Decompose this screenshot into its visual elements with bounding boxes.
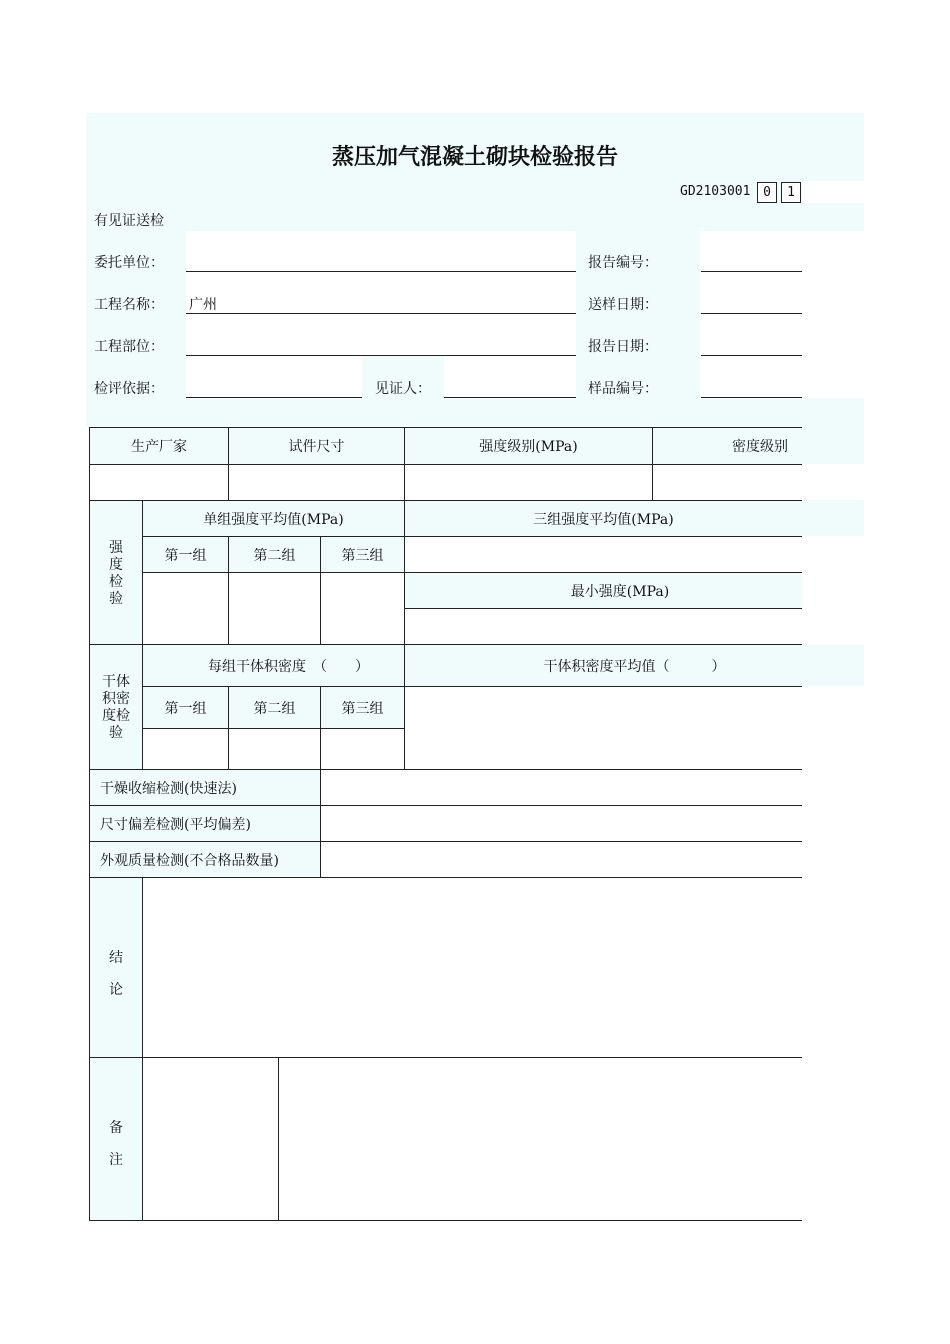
witness-submission-label: 有见证送检	[94, 213, 164, 229]
strength-group-2: 第二组	[253, 547, 296, 564]
table-border	[142, 877, 143, 1221]
witness-field[interactable]	[444, 397, 576, 398]
table-border	[142, 572, 405, 573]
strength-group-1: 第一组	[164, 547, 207, 564]
size-deviation-label: 尺寸偏差检测(平均偏差)	[100, 816, 251, 833]
data-cell	[90, 464, 802, 500]
data-cell	[321, 770, 802, 877]
col-header-strength-grade: 强度级别(MPa)	[479, 439, 578, 455]
entrust-unit-field[interactable]	[186, 271, 576, 272]
drying-shrinkage-label: 干燥收缩检测(快速法)	[100, 780, 237, 797]
data-cell	[142, 878, 802, 1220]
sample-no-label: 样品编号：	[588, 381, 658, 397]
sample-no-field[interactable]	[701, 397, 802, 398]
data-cell	[405, 686, 802, 769]
sample-date-field[interactable]	[701, 313, 802, 314]
basis-field[interactable]	[186, 397, 362, 398]
report-date-field[interactable]	[701, 355, 802, 356]
density-group-1: 第一组	[164, 700, 207, 717]
input-area	[700, 231, 802, 398]
density-group-3: 第三组	[341, 700, 384, 717]
code-box: 0	[757, 182, 777, 203]
data-cell	[142, 728, 404, 769]
project-name-label: 工程名称：	[94, 297, 164, 313]
form-background-right	[802, 500, 864, 536]
project-part-label: 工程部位：	[94, 339, 164, 355]
table-border	[652, 427, 653, 500]
basis-label: 检评依据：	[94, 381, 164, 397]
form-background-right	[802, 398, 864, 464]
table-border	[278, 1057, 279, 1221]
project-name-value: 广州	[189, 297, 217, 313]
project-name-field[interactable]	[186, 313, 576, 314]
data-cell	[405, 536, 802, 572]
table-border	[89, 1220, 802, 1221]
report-date-label: 报告日期：	[588, 339, 658, 355]
entrust-unit-label: 委托单位：	[94, 255, 164, 271]
remarks-label: 备注	[109, 1120, 123, 1168]
table-border	[89, 877, 802, 878]
col-header-size: 试件尺寸	[288, 439, 345, 455]
project-part-field[interactable]	[186, 355, 576, 356]
form-code: GD2103001	[680, 184, 751, 199]
witness-label: 见证人：	[375, 381, 431, 397]
table-border	[89, 1057, 802, 1058]
appearance-quality-label: 外观质量检测(不合格品数量)	[100, 852, 279, 869]
data-cell	[405, 608, 802, 644]
report-no-field[interactable]	[701, 271, 802, 272]
table-border	[142, 728, 405, 729]
report-no-label: 报告编号：	[588, 255, 658, 271]
code-box: 1	[781, 182, 801, 203]
col-header-manufacturer: 生产厂家	[131, 439, 187, 455]
strength-test-side-label: 强度检验	[109, 540, 123, 607]
group-strength-avg-header: 单组强度平均值(MPa)	[203, 511, 344, 528]
form-background-right	[802, 203, 864, 231]
min-strength-header: 最小强度(MPa)	[570, 583, 670, 600]
col-header-density-grade: 密度级别	[732, 439, 788, 455]
group-density-header: 每组干体积密度 （ ）	[208, 658, 369, 675]
three-group-strength-avg-header: 三组强度平均值(MPa)	[533, 511, 674, 528]
data-cell	[142, 572, 404, 644]
density-test-side-label: 干体积密度检验	[102, 674, 130, 741]
conclusion-label: 结论	[109, 950, 123, 998]
strength-group-3: 第三组	[341, 547, 384, 564]
table-border	[405, 608, 802, 609]
density-avg-header: 干体积密度平均值（ ）	[543, 658, 726, 675]
sample-date-label: 送样日期：	[588, 297, 658, 313]
page-title: 蒸压加气混凝土砌块检验报告	[331, 145, 618, 170]
density-group-2: 第二组	[253, 700, 296, 717]
table-border	[89, 464, 802, 465]
